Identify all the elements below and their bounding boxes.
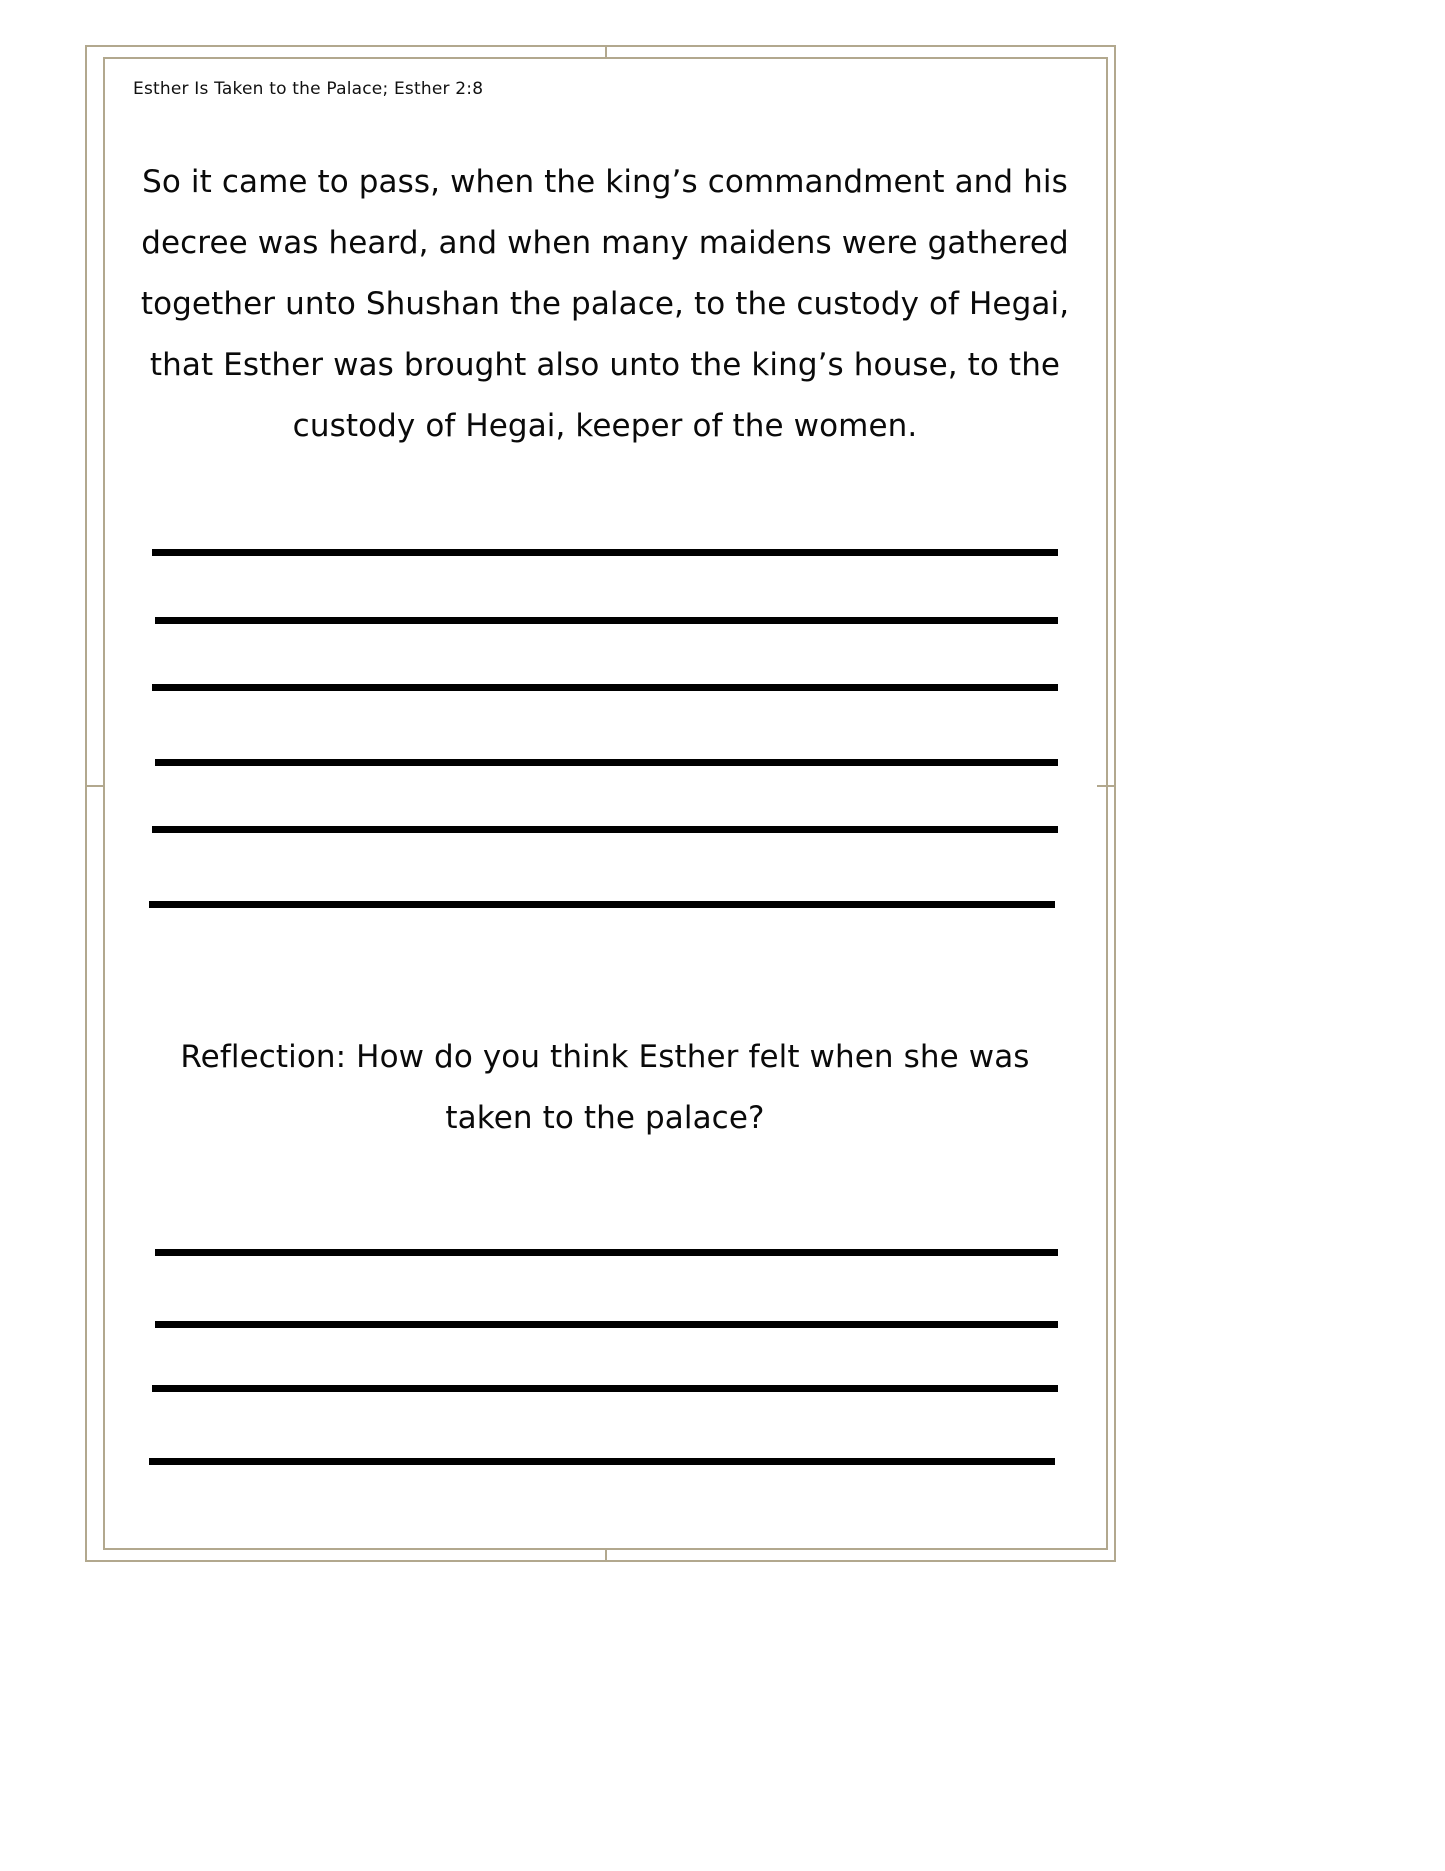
writing-line[interactable] [155,617,1058,624]
writing-line[interactable] [152,549,1058,556]
writing-line[interactable] [155,759,1058,766]
reflection-prompt [140,1027,1070,1149]
scripture-line: decree was heard, and when many maidens were gathered [141,225,1069,261]
scripture-line: together unto Shushan the palace, to the custody of Hegai, [140,286,1070,322]
writing-line[interactable] [155,1249,1058,1256]
scripture-line: that Esther was brought also unto the king’s house, to the [149,347,1061,383]
scripture-passage [140,152,1070,457]
writing-line[interactable] [152,826,1058,833]
scripture-line: So it came to pass, when the king’s commandment and his [142,164,1068,200]
lesson-title: Esther Is Taken to the Palace; Esther 2:8 [133,79,484,99]
writing-line[interactable] [149,1458,1055,1465]
reflection-line: Reflection: How do you think Esther felt when she was [180,1039,1030,1075]
reflection-line: taken to the palace? [445,1100,765,1136]
scripture-line: custody of Hegai, keeper of the women. [292,408,918,444]
writing-line[interactable] [152,684,1058,691]
writing-line[interactable] [149,901,1055,908]
writing-line[interactable] [152,1385,1058,1392]
writing-line[interactable] [155,1321,1058,1328]
